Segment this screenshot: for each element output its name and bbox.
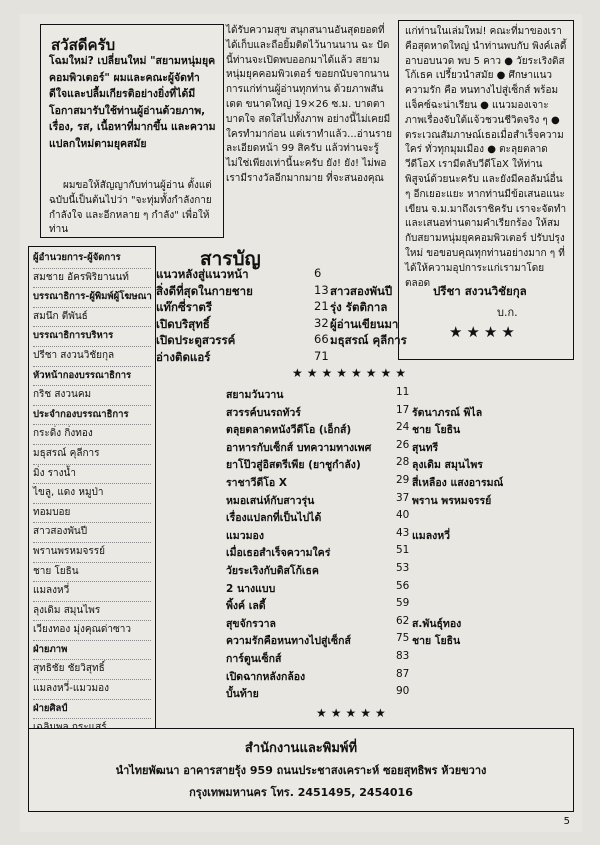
toc-stars-end: ★★★★★	[316, 706, 390, 720]
toc-entry-page: 53	[396, 562, 410, 574]
toc-entry-author: สาวสองพันปี	[330, 283, 393, 298]
greeting-paragraph: โฉมใหม่? เปลี่ยนใหม่ "สยามหนุ่มยุคคอมพิวเตอร์" ผมและคณะผู้จัดทำ ดีใจและปลื้มเกียรติอย่างยิ่งที่ได้มีโอกาสมารับใช้ท่านผู้อ่านด้วยภาพ, เรื่อง, รส, เนื้อหาที่มากขึ้น และความแปลกใหม่ตามยุคสมัย	[49, 55, 216, 150]
staff-member: สาวสองพันปี	[33, 523, 151, 543]
toc-entry-title: สวรรค์บนรถทัวร์	[226, 406, 301, 419]
toc-entry[interactable]	[226, 474, 572, 492]
toc-bottom-list	[226, 386, 572, 706]
toc-entry-title: ยาโป๊วสู่อิสตรีเพีย (ยาชูกำลัง)	[226, 459, 361, 472]
toc-entry[interactable]	[156, 315, 399, 333]
toc-entry-page: 83	[396, 650, 410, 662]
toc-entry[interactable]	[226, 650, 572, 668]
toc-entry[interactable]	[156, 349, 396, 366]
toc-entry-title: ตลุยตลาดหนังวีดีโอ (เอ็กส์)	[226, 424, 352, 437]
toc-entry-page: 75	[396, 632, 410, 645]
staff-member: มิ่ง รางน้ำ	[33, 465, 151, 485]
staff-member: สุทธิชัย ชัยวิสุทธิ์	[33, 660, 151, 680]
toc-entry-title: ความรักคือหนทางไปสู่เซ็กส์	[226, 635, 351, 648]
toc-entry-author: ชาย โยธิน	[412, 424, 461, 437]
toc-entry-title: เปิดบริสุทธิ์	[156, 316, 210, 331]
staff-member: สมนึก ตีพันธ์	[33, 308, 151, 328]
toc-entry[interactable]	[226, 439, 572, 457]
toc-entry[interactable]	[226, 456, 572, 474]
toc-entry-page: 43	[396, 526, 410, 539]
office-address: นำไทยพัฒนา อาคารสายรุ้ง 959 ถนนประชาสงเคราะห์ ซอยสุทธิพร ห้วยขวาง	[115, 764, 487, 777]
signature-stars: ★★★★	[449, 323, 519, 341]
toc-entry-author: ส.พันธุ์ทอง	[412, 617, 462, 630]
toc-entry[interactable]	[226, 685, 572, 703]
staff-member: ลุงเดิม สมุนไพร	[33, 602, 151, 622]
toc-entry-title: ราชาวีดีโอ X	[226, 477, 287, 489]
toc-entry[interactable]	[226, 527, 572, 545]
staff-box	[28, 246, 156, 740]
toc-entry-title: เรื่องแปลกที่เป็นไปได้	[226, 512, 322, 525]
toc-entry-title: อ่างติดแอร์	[156, 349, 211, 364]
toc-entry-title: แท๊กซี่ราตรี	[156, 300, 213, 314]
staff-role-heading: หัวหน้ากองบรรณาธิการ	[33, 367, 151, 387]
toc-entry-page: 87	[396, 667, 410, 680]
staff-member: กริช สงวนคม	[33, 386, 151, 406]
staff-role-heading: บรรณาธิการ-ผู้พิมพ์ผู้โฆษณา	[33, 288, 151, 308]
staff-member: พรานพรหมจรรย์	[33, 543, 151, 563]
toc-entry-author: รุ่ง รัตติกาล	[330, 300, 388, 314]
intro-column-middle: ได้รับความสุข สนุกสนานอันสุดยอดที่ได้เก็บและถือยิ้มติดไว้นานนาน ฉะ ปัดนี้ท่านจะเปิดพบออกมาได้แล้ว สยามหนุ่มยุคคอมพิวเตอร์ ขอยกนับจากนานการแก่ท่านผู้อ่านทุกท่าน ด้วยภาพสันเดต ขนาดใหญ่ 19×26 ซ.ม. บาดตา บาดใจ สดใสไปทั้งภาพ อย่างนี้ไม่เคยมีใครทำมาก่อน แต่เราทำแล้ว...อ่านรายละเอียดหน้า 99 สิครับ แล้วท่านจะรู้ ไม่ใช่เพียงเท่านี้นะครับ ยัง! ยัง! ไม่พอ เรามีรางวัลอีกมากมาย ที่จะสนองคุณ	[226, 25, 393, 184]
toc-entry-page: 24	[396, 421, 410, 434]
toc-entry-page: 90	[396, 685, 410, 698]
toc-title: สารบัญ	[200, 248, 261, 270]
staff-member: ชาย โยธิน	[33, 563, 151, 583]
toc-entry[interactable]	[226, 386, 572, 404]
staff-role-heading: บรรณาธิการบริหาร	[33, 327, 151, 347]
toc-entry-author: รัตนาภรณ์ พิไล	[412, 406, 483, 419]
toc-entry-author: พราน พรหมจรรย์	[412, 494, 492, 507]
toc-entry-page: 59	[396, 597, 410, 610]
greeting-title: สวัสดีครับ	[51, 36, 116, 54]
toc-entry-page: 28	[396, 456, 410, 469]
toc-entry-title: หมอเสน่ห์กับสาวรุ่น	[226, 494, 315, 507]
toc-entry-author: สี่เหลือง แสงอารมณ์	[412, 477, 504, 489]
toc-entry-page: 37	[396, 491, 410, 504]
toc-entry[interactable]	[156, 266, 396, 283]
toc-entry[interactable]	[226, 615, 572, 633]
toc-entry[interactable]	[226, 509, 572, 527]
toc-entry-title: สยามวันวาน	[226, 389, 284, 401]
toc-entry-author: ผู้อ่านเขียนมา	[330, 316, 399, 331]
toc-entry-page: 29	[396, 474, 410, 486]
toc-entry-author: สุนทรี	[412, 441, 439, 454]
toc-entry-page: 51	[396, 544, 410, 557]
toc-entry-title: เมื่อเธอสำเร็จความใคร่	[226, 547, 331, 560]
staff-member: สมชาย อัครพิริยานนท์	[33, 269, 151, 289]
page-number: 5	[563, 816, 570, 827]
staff-member: แมลงหวี่	[33, 582, 151, 602]
toc-entry-page: 6	[314, 266, 322, 280]
toc-stars-middle: ★★★★★★★★	[292, 366, 411, 380]
staff-member: กระดิ่ง กิ่งทอง	[33, 425, 151, 445]
toc-entry[interactable]	[226, 404, 572, 422]
staff-member: ปรีชา สงวนวิชัยกุล	[33, 347, 151, 367]
staff-role-heading: ฝ่ายภาพ	[33, 641, 151, 661]
toc-entry-title: แนวหลังสู่แนวหน้า	[156, 267, 249, 281]
toc-entry-author: ลุงเดิม สมุนไพร	[412, 459, 483, 472]
staff-role-heading: ประจำกองบรรณาธิการ	[33, 406, 151, 426]
toc-entry-title: สุขจักรวาล	[226, 617, 276, 630]
toc-entry-title: แมวมอง	[226, 529, 264, 542]
toc-entry[interactable]	[226, 668, 572, 686]
office-phone: กรุงเทพมหานคร โทร. 2451495, 2454016	[189, 786, 413, 799]
toc-entry-title: เปิดฉากหลังกล้อง	[226, 670, 306, 683]
toc-entry-page: 21	[314, 299, 329, 313]
toc-entry[interactable]	[156, 283, 396, 300]
staff-member: มธุสรณ์ คุลีการ	[33, 445, 151, 465]
office-box	[28, 728, 574, 812]
toc-entry[interactable]	[226, 492, 572, 510]
toc-entry-page: 11	[396, 386, 410, 398]
toc-top-list	[156, 266, 407, 366]
toc-entry[interactable]	[156, 332, 407, 349]
staff-member: ทอมบอย	[33, 504, 151, 524]
magazine-page	[20, 14, 582, 832]
toc-entry-page: 13	[314, 282, 329, 297]
staff-member: ไขลู, แดง หมูป่า	[33, 484, 151, 504]
editor-title: บ.ก.	[497, 306, 518, 319]
toc-entry[interactable]	[226, 544, 572, 562]
toc-entry-page: 56	[396, 579, 410, 592]
toc-entry-title: พิ้งค์ เลดี้	[226, 600, 266, 613]
toc-entry-page: 71	[314, 348, 329, 363]
toc-entry-page: 66	[314, 332, 329, 346]
staff-role-heading: ผู้อำนวยการ-ผู้จัดการ	[33, 249, 151, 269]
toc-entry[interactable]	[156, 299, 396, 316]
toc-entry-author: มธุสรณ์ คุลีการ	[330, 333, 407, 347]
staff-role-heading: ฝ่ายศิลป์	[33, 700, 151, 720]
staff-list	[33, 249, 151, 758]
toc-entry-page: 40	[396, 509, 410, 522]
greeting-box	[40, 24, 224, 238]
toc-entry[interactable]	[226, 421, 572, 439]
toc-entry-page: 26	[396, 438, 410, 451]
toc-entry-title: สิ่งดีที่สุดในกายชาย	[156, 283, 253, 298]
toc-entry-title: การ์ตูนเซ็กส์	[226, 653, 282, 665]
toc-entry[interactable]	[226, 632, 572, 650]
toc-entry[interactable]	[226, 580, 572, 598]
toc-entry[interactable]	[226, 597, 572, 615]
toc-entry-page: 17	[396, 403, 410, 416]
editor-name: ปรีชา สงวนวิชัยกุล	[433, 284, 527, 298]
intro-column-right-box	[398, 20, 574, 360]
toc-entry-title: บั้นท้าย	[226, 688, 259, 701]
toc-entry-author: ชาย โยธิน	[412, 635, 461, 648]
toc-entry[interactable]	[226, 562, 572, 580]
toc-entry-page: 62	[396, 614, 410, 627]
toc-entry-title: เปิดประตูสวรรค์	[156, 333, 236, 347]
office-title: สำนักงานและพิมพ์ที่	[244, 741, 358, 756]
staff-member: แมลงหวี่-แมวมอง	[33, 680, 151, 700]
greeting-continuation: ผมขอให้สัญญากับท่านผู้อ่าน ตั้งแต่ฉบับนี้เป็นต้นไปว่า "จะทุ่มทั้งกำลังกาย กำลังใจ และอีกหลาย ๆ กำลัง" เพื่อให้ท่าน	[49, 180, 212, 236]
toc-entry-title: อาหารกับเซ็กส์ บทความทางเพศ	[226, 441, 372, 454]
toc-entry-page: 32	[314, 315, 329, 330]
toc-entry-title: วัยระเริงกับดิสโก้เธค	[226, 565, 319, 577]
staff-member: เวียงทอง มุ่งคุณด่าซาว	[33, 621, 151, 641]
toc-entry-author: แมลงหวี่	[412, 529, 451, 542]
toc-entry-title: 2 นางแบบ	[226, 582, 276, 595]
intro-column-right: แก่ท่านในเล่มใหม่! คณะที่มาของเราคือสุดหาดใหญ่ นำท่านพบกับ พิงค์เลดี้ อาบอบนวด พบ 5 คาว ● วัยระเริงดิสโก้เธค เปรี้ยวนำสมัย ● ศึกษาแนวความรัก คือ หนทางไปสู่เซ็กส์ พร้อมแจ็คซ์ฉะน่าเรียน ● แนวมองเจาะภาพเรื่องจับใต้แจ้วชวนชีวิตจริง ๆ ● ตระเวณสัมภาษณ์เธอเมื่อสำเร็จความใคร่ ทั่วทุกมุมเมือง ● ตะลุยตลาดวีดีโอX เรามีตลับวีดีโอX ให้ท่านพิสูจน์ด้วยนะครับ และยังมีคอลัมน์อื่น ๆ อีกเยอะแยะ หากท่านมีข้อเสนอแนะเขียน จ.ม.มาถึงเราชิครับ เราจะจัดทำและเสนอท่านตามคำเรียกร้อง ให้สมกับสยามหนุ่มยุคคอมพิวเตอร์ ปรับปรุงใหม่ ขอขอบคุณทุกท่านอย่างมาก ๆ ที่ได้ให้ความอุปการะแก่เรามาโดยตลอด	[405, 26, 567, 289]
